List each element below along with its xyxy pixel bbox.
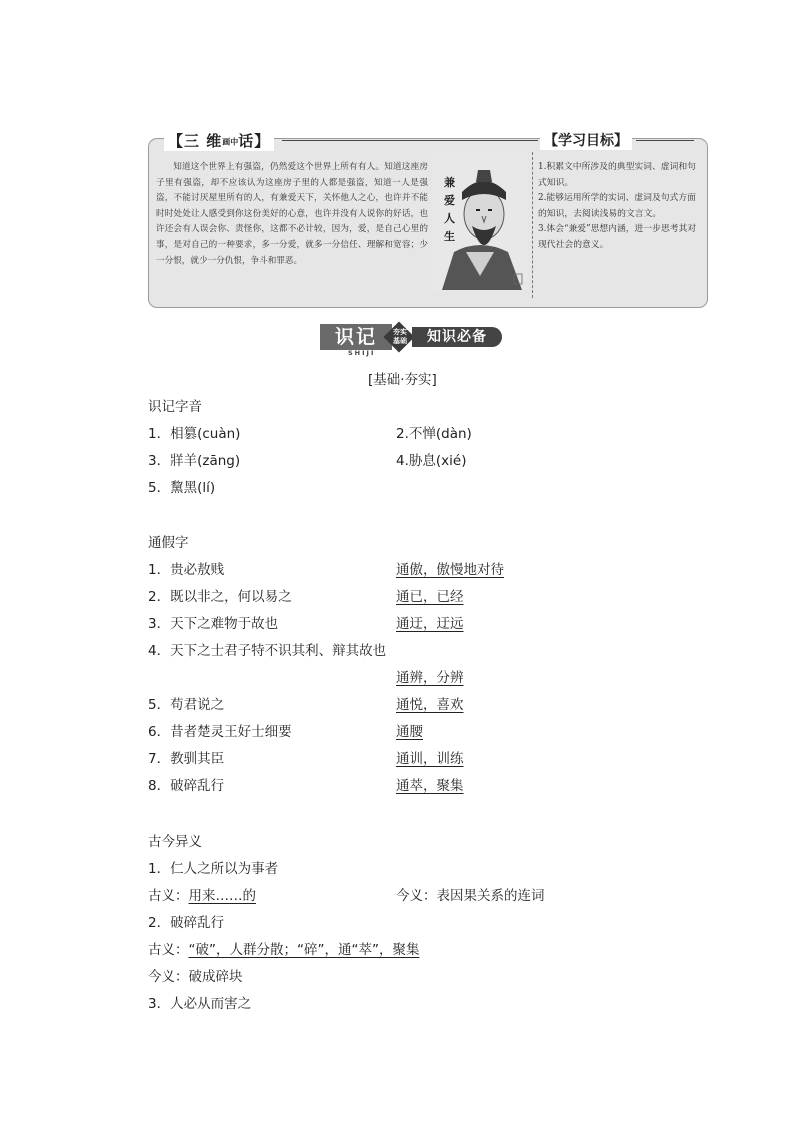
tongjia-question: 2．既以非之，何以易之 — [148, 589, 292, 605]
pronunciation-heading: 识记字音 — [148, 399, 202, 415]
tongjia-answer: 通腰 — [396, 724, 423, 740]
section-label: [基础·夯实] — [368, 372, 437, 388]
gujin-item: 3．人必从而害之 — [148, 996, 252, 1012]
gu-label: 古义： — [148, 888, 189, 904]
goal-item: 1.积累文中所涉及的典型实词、虚词和句式知识。 — [538, 162, 696, 188]
pronunciation-item: 3．牂羊(zāng) — [148, 453, 241, 469]
tongjia-answer: 通训，训练 — [396, 751, 464, 767]
tongjia-question: 6．昔者楚灵王好士细要 — [148, 724, 292, 740]
gu-label: 古义： — [148, 942, 189, 958]
gujin-jin-line: 今义：破成碎块 — [148, 969, 243, 985]
tongjia-question: 5．苟君说之 — [148, 697, 225, 713]
tongjia-question: 3．天下之难物于故也 — [148, 616, 279, 632]
gu-meaning: “破”，人群分散；“碎”，通“萃”，聚集 — [188, 942, 420, 958]
pronunciation-item: 5．黧黑(lí) — [148, 480, 216, 496]
pronunciation-item: 1．相篡(cuàn) — [148, 426, 241, 442]
portrait-caption-2: 爱 — [444, 194, 455, 207]
pronunciation-item: 4.胁息(xié) — [396, 453, 467, 469]
gujin-item: 2．破碎乱行 — [148, 915, 225, 931]
gujin-gu-line — [148, 941, 419, 959]
portrait-caption-3: 人 — [444, 212, 455, 225]
pronunciation-item: 2.不惮(dàn) — [396, 426, 472, 442]
gujin-gu-line — [148, 887, 256, 905]
goal-item: 2.能够运用所学的实词、虚词及句式方面的知识，去阅读浅易的文言文。 — [538, 193, 696, 219]
sanwei-title: 【三 维画中话】 — [164, 130, 274, 151]
banner-left: 识记 — [320, 324, 392, 350]
tongjia-answer: 通已，已经 — [396, 589, 464, 605]
tongjia-question: 8．破碎乱行 — [148, 778, 225, 794]
intro-quote: 知道这个世界上有强盗，仍然爱这个世界上所有有人。知道这座房子里有强盗，却不应该认为这座房子里的人都是强盗，知道一人是强盗，不能讨厌屋里所有的人，有兼爱天下，关怀他人之心，也许并不能时时处处让人感受到你这份美好的心意，也许并没有人说你的好话，也许还会有人误会你、责怪你，这都不必计较，因为，爱，是自己心里的事，是对自己的一种要求，多一分爱，就多一分信任、理解和宽容；少一分恨，就少一分仇恨，争斗和罪恶。 — [156, 162, 428, 266]
tongjia-question: 1．贵必敖贱 — [148, 562, 225, 578]
portrait-caption-1: 兼 — [444, 176, 455, 189]
tongjia-question: 7．教驯其臣 — [148, 751, 225, 767]
mozi-portrait — [432, 152, 528, 290]
goals-list — [538, 160, 702, 254]
goals-title: 【学习目标】 — [540, 130, 632, 150]
tongjia-question: 4．天下之士君子特不识其利、辩其故也 — [148, 643, 387, 659]
goals-divider — [532, 152, 533, 298]
tongjia-answer: 通傲，傲慢地对待 — [396, 562, 504, 578]
tongjia-heading: 通假字 — [148, 535, 189, 551]
goal-item: 3.体会“兼爱”思想内涵，进一步思考其对现代社会的意义。 — [538, 224, 697, 250]
shiji-banner — [320, 324, 502, 356]
tongjia-answer: 通迂，迂远 — [396, 616, 464, 632]
banner-mid: 夯实基础 — [393, 328, 407, 345]
portrait-caption-4: 生 — [444, 230, 455, 243]
title-rule-right — [636, 140, 694, 141]
sanwei-title-small: 画中 — [222, 136, 239, 147]
tongjia-answer: 通萃，聚集 — [396, 778, 464, 794]
tongjia-answer: 通悦，喜欢 — [396, 697, 464, 713]
gujin-item: 1．仁人之所以为事者 — [148, 861, 279, 877]
banner-right: 知识必备 — [412, 327, 502, 347]
gujin-jin-line: 今义：表因果关系的连词 — [396, 888, 545, 904]
tongjia-answer: 通辨，分辨 — [396, 670, 464, 686]
banner-sub: SHIJI — [348, 349, 376, 357]
gujin-heading: 古今异义 — [148, 834, 202, 850]
gu-meaning: 用来……的 — [188, 888, 256, 904]
title-rule — [282, 140, 538, 141]
